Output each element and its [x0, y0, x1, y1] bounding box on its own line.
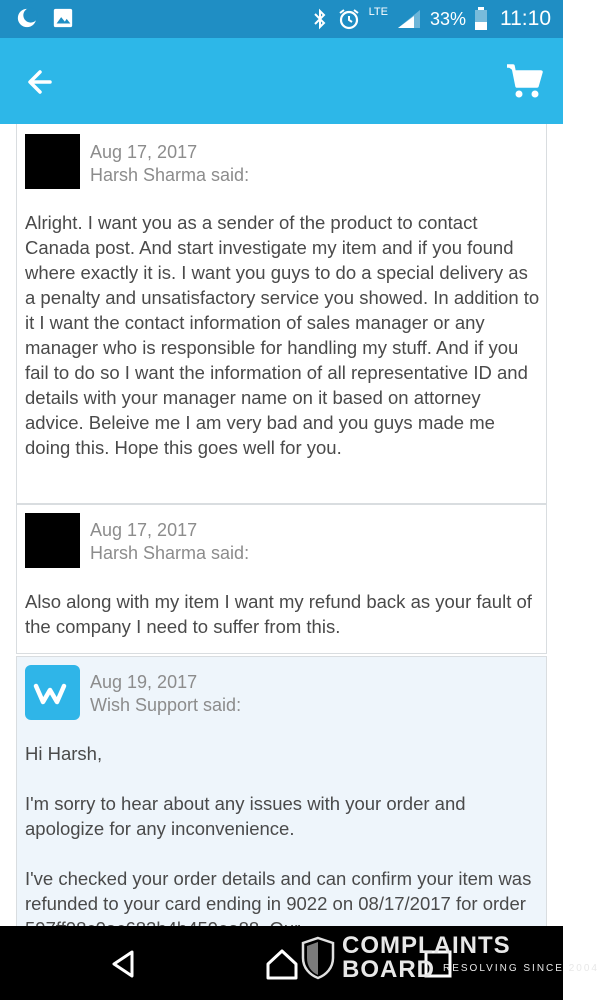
message-paragraph: Alright. I want you as a sender of the product to contact Canada post. And start investigate my item and if you found where exactly it is. I want you guys to do a special delivery as a penalty and unsatisfactory service you showed. In addition to it I want the contact information of sales manager or any manager who is responsible for handling my stuff. And if you fail to do so I want the information of all representative ID and details with your manager name on it based on attorney advice. Beleive me I am very bad and you guys made me doing this. Hope this goes well for you. — [25, 212, 540, 458]
app-bar — [0, 38, 563, 124]
shield-logo-icon — [300, 936, 336, 980]
message-card — [16, 124, 547, 504]
message-card-support — [16, 656, 547, 959]
network-type-label: LTE — [368, 6, 388, 18]
battery-percent: 33% — [429, 8, 466, 29]
nav-back-icon[interactable] — [106, 946, 142, 982]
watermark-tagline: RESOLVING SINCE 2004 — [443, 963, 599, 974]
wish-logo-icon — [33, 678, 73, 708]
do-not-disturb-moon-icon — [16, 7, 38, 29]
status-time: 11:10 — [500, 7, 551, 30]
nav-home-icon[interactable] — [264, 946, 300, 982]
bluetooth-icon — [311, 7, 329, 31]
message-date: Aug 19, 2017 — [90, 672, 198, 692]
message-card — [16, 504, 547, 654]
signal-strength-icon — [396, 8, 422, 30]
shopping-cart-icon[interactable] — [503, 60, 547, 104]
watermark-line2: BOARD — [342, 956, 435, 983]
watermark-line1: COMPLAINTS — [342, 932, 511, 959]
alarm-clock-icon — [337, 7, 361, 31]
message-date: Aug 17, 2017 — [90, 142, 198, 162]
status-bar — [0, 0, 563, 38]
message-meta — [90, 519, 249, 565]
message-meta — [90, 141, 249, 187]
message-paragraph: Also along with my item I want my refund back as your fault of the company I need to suffer from this. — [25, 591, 532, 637]
message-body — [25, 210, 540, 485]
battery-icon — [474, 7, 488, 31]
complaints-board-watermark — [300, 932, 599, 983]
system-navigation-bar — [0, 926, 599, 1000]
message-body — [25, 589, 540, 664]
wish-logo-avatar — [25, 665, 80, 720]
message-author: Wish Support said: — [90, 695, 242, 715]
message-meta — [90, 671, 241, 717]
message-author: Harsh Sharma said: — [90, 165, 250, 185]
message-date: Aug 17, 2017 — [90, 520, 198, 540]
message-author: Harsh Sharma said: — [90, 543, 250, 563]
message-paragraph: I've checked your order details and can confirm your item was refunded to your card ending in 9022 on 08/17/2017 for order — [25, 868, 532, 914]
user-avatar — [25, 513, 80, 568]
arrow-back-icon[interactable] — [20, 60, 64, 104]
user-avatar — [25, 134, 80, 189]
message-paragraph: Hi Harsh, — [25, 743, 103, 764]
gallery-image-icon — [52, 7, 74, 29]
message-paragraph: I'm sorry to hear about any issues with your order and apologize for any inconvenience. — [25, 793, 466, 839]
conversation-thread — [0, 124, 563, 926]
